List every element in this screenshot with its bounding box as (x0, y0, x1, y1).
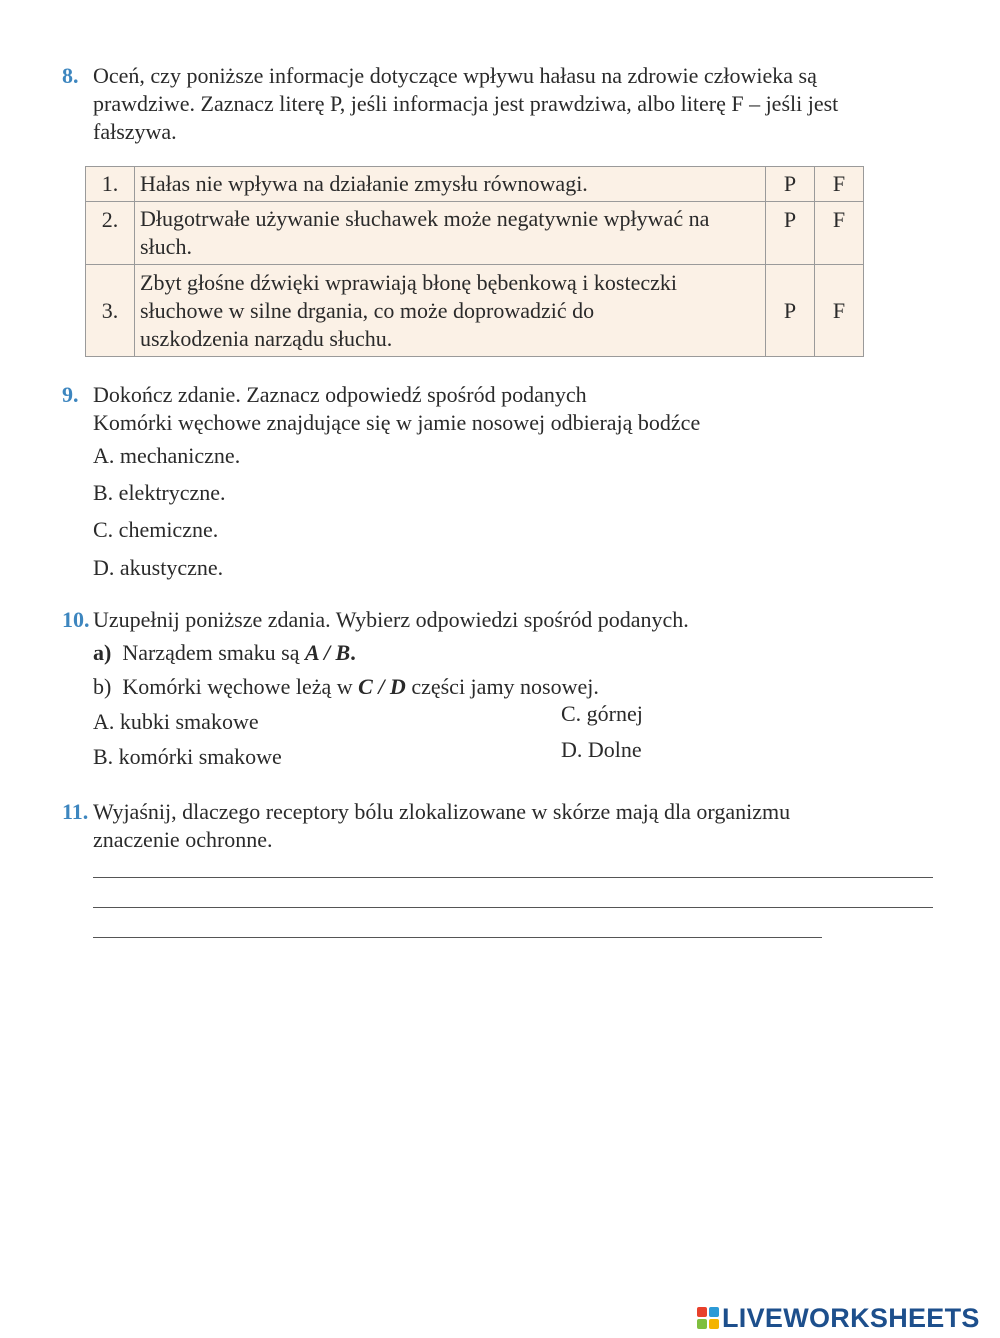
statement-line: Zbyt głośne dźwięki wprawiają błonę bębenkową i kosteczki (140, 269, 678, 295)
logo-square (709, 1319, 719, 1329)
question-9-number: 9. (62, 382, 79, 407)
question-8-text (93, 62, 838, 146)
statement (135, 202, 766, 265)
statement-line: uszkodzenia narządu słuchu. (140, 325, 393, 351)
q10-b-text-end: części jamy nosowej. (405, 674, 599, 699)
question-10-instruction: Uzupełnij poniższe zdania. Wybierz odpowiedzi spośród podanych. (93, 607, 689, 632)
question-11-text-line1: Wyjaśnij, dlaczego receptory bólu zlokalizowane w skórze mają dla organizmu (93, 799, 791, 824)
statement-line: słuch. (140, 234, 192, 259)
row-number: 3. (86, 265, 135, 357)
q9-option-c[interactable]: C. chemiczne. (93, 517, 219, 542)
question-11-number: 11. (62, 799, 89, 824)
question-9-stem: Komórki węchowe znajdujące się w jamie nosowej odbierają bodźce (93, 410, 701, 435)
logo-text: LIVEWORKSHEETS (722, 1303, 980, 1333)
question-10-number: 10. (62, 607, 90, 632)
row-number: 1. (86, 167, 135, 202)
option-f[interactable]: F (815, 202, 864, 265)
q10-a-choice[interactable]: A / B (304, 640, 351, 665)
question-8-number: 8. (62, 63, 79, 88)
liveworksheets-logo (697, 1303, 980, 1333)
option-f[interactable]: F (815, 265, 864, 357)
q10-a-label: a) (93, 640, 112, 665)
statement (135, 265, 766, 357)
q10-sentence-a (93, 639, 356, 667)
q10-b-label: b) (93, 674, 112, 699)
table-row (86, 167, 864, 202)
answer-line[interactable] (93, 877, 933, 878)
true-false-table (85, 166, 864, 357)
q10-b-text: Komórki węchowe leżą w (122, 674, 359, 699)
option-p[interactable]: P (766, 202, 815, 265)
q8-line: fałszywa. (93, 119, 177, 144)
answer-line[interactable] (93, 937, 822, 938)
logo-square (697, 1319, 707, 1329)
table-row (86, 265, 864, 357)
q10-sentence-b (93, 673, 599, 701)
q8-line: prawdziwe. Zaznacz literę P, jeśli informacja jest prawdziwa, albo literę F – jeśli jest (93, 91, 839, 116)
q10-option-d[interactable]: D. Dolne (561, 737, 642, 762)
q10-a-text: Narządem smaku są (122, 640, 305, 665)
q9-option-a[interactable]: A. mechaniczne. (93, 443, 241, 468)
q10-option-a[interactable]: A. kubki smakowe (93, 709, 259, 734)
statement (135, 167, 766, 202)
option-f[interactable]: F (815, 167, 864, 202)
question-9-instruction: Dokończ zdanie. Zaznacz odpowiedź spośród podanych (93, 382, 587, 407)
q10-option-b[interactable]: B. komórki smakowe (93, 744, 282, 769)
q10-a-period: . (350, 640, 356, 665)
statement-line: Długotrwałe używanie słuchawek może negatywnie wpływać na (140, 206, 710, 231)
q9-option-b[interactable]: B. elektryczne. (93, 480, 226, 505)
q9-option-d[interactable]: D. akustyczne. (93, 555, 224, 580)
q10-b-choice[interactable]: C / D (358, 674, 406, 699)
statement-line: Hałas nie wpływa na działanie zmysłu równowagi. (140, 171, 588, 196)
option-p[interactable]: P (766, 167, 815, 202)
table-row (86, 202, 864, 265)
row-number: 2. (86, 202, 135, 265)
question-11-text-line2: znaczenie ochronne. (93, 827, 273, 852)
statement-line: słuchowe w silne drgania, co może doprowadzić do (140, 297, 595, 323)
logo-square (709, 1307, 719, 1317)
q8-line: Oceń, czy poniższe informacje dotyczące wpływu hałasu na zdrowie człowieka są (93, 63, 817, 88)
logo-mark-icon (697, 1307, 719, 1329)
q10-option-c[interactable]: C. górnej (561, 701, 643, 726)
logo-square (697, 1307, 707, 1317)
option-p[interactable]: P (766, 265, 815, 357)
answer-line[interactable] (93, 907, 933, 908)
